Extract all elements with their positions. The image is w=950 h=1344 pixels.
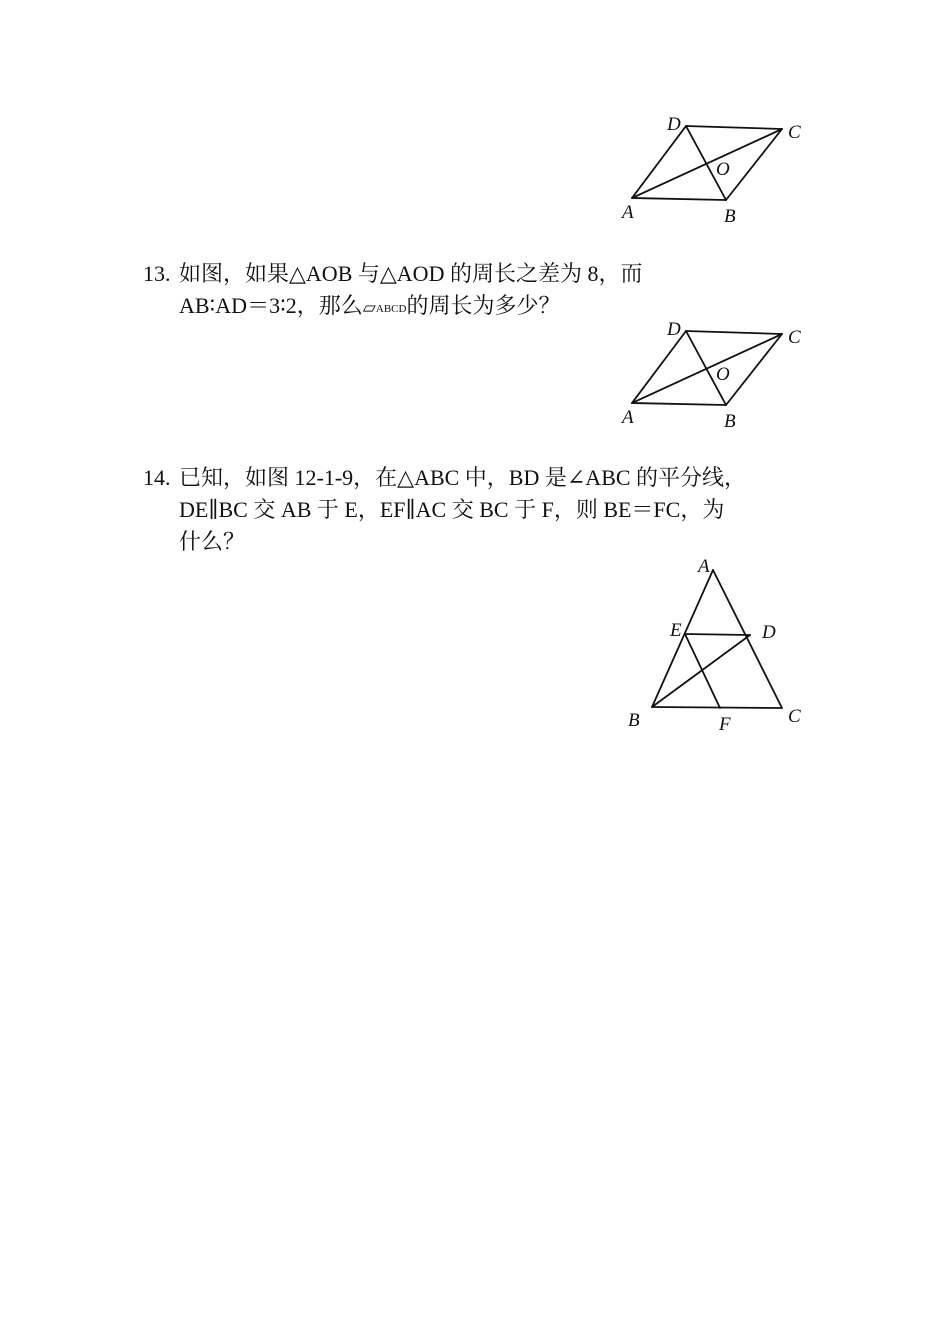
label-o: O — [716, 364, 730, 385]
side-ab — [632, 403, 726, 405]
side-bc — [726, 334, 782, 405]
side-bc — [652, 707, 782, 708]
side-ab — [632, 198, 726, 200]
segment-ed — [685, 634, 750, 635]
parallelogram-figure-mid — [610, 315, 820, 435]
parallelogram-figure-top — [610, 110, 820, 230]
label-b: B — [724, 411, 736, 432]
label-e: E — [670, 620, 682, 641]
label-b: B — [628, 710, 640, 731]
question-14 — [143, 462, 746, 558]
side-ad — [632, 331, 686, 403]
triangle-figure — [615, 550, 815, 740]
question-13-line-2-end: 的周长为多少？ — [406, 293, 561, 318]
question-14-line-2: DE∥BC 交 AB 于 E，EF∥AC 交 BC 于 F，则 BE＝FC，为 — [179, 497, 725, 522]
bisector-bd — [652, 635, 750, 707]
label-c: C — [788, 706, 801, 727]
question-14-line-1: 已知，如图 12-1-9，在△ABC 中，BD 是∠ABC 的平分线， — [179, 465, 747, 490]
label-c: C — [788, 122, 801, 143]
label-c: C — [788, 327, 801, 348]
parallelogram-name: ABCD — [375, 303, 407, 315]
side-dc — [686, 126, 782, 129]
side-ab — [652, 570, 713, 707]
parallelogram-symbol-icon: ▱ — [362, 298, 376, 317]
question-number: 14. — [143, 465, 171, 490]
question-13-line-2 — [143, 290, 642, 325]
question-14-line-3: 什么？ — [179, 529, 246, 554]
label-a: A — [698, 556, 710, 577]
question-13-line-2-start: AB∶AD＝3∶2，那么 — [179, 293, 363, 318]
side-ad — [632, 126, 686, 198]
label-a: A — [622, 407, 634, 428]
label-o: O — [716, 159, 730, 180]
question-13-line-1: 如图，如果△AOB 与△AOD 的周长之差为 8，而 — [179, 261, 643, 286]
label-b: B — [724, 206, 736, 227]
question-number: 13. — [143, 261, 171, 286]
label-d: D — [667, 319, 681, 340]
label-d: D — [762, 622, 776, 643]
side-dc — [686, 331, 782, 334]
label-a: A — [622, 202, 634, 223]
label-f: F — [719, 714, 731, 735]
question-13 — [143, 258, 642, 325]
label-d: D — [667, 114, 681, 135]
side-bc — [726, 129, 782, 200]
